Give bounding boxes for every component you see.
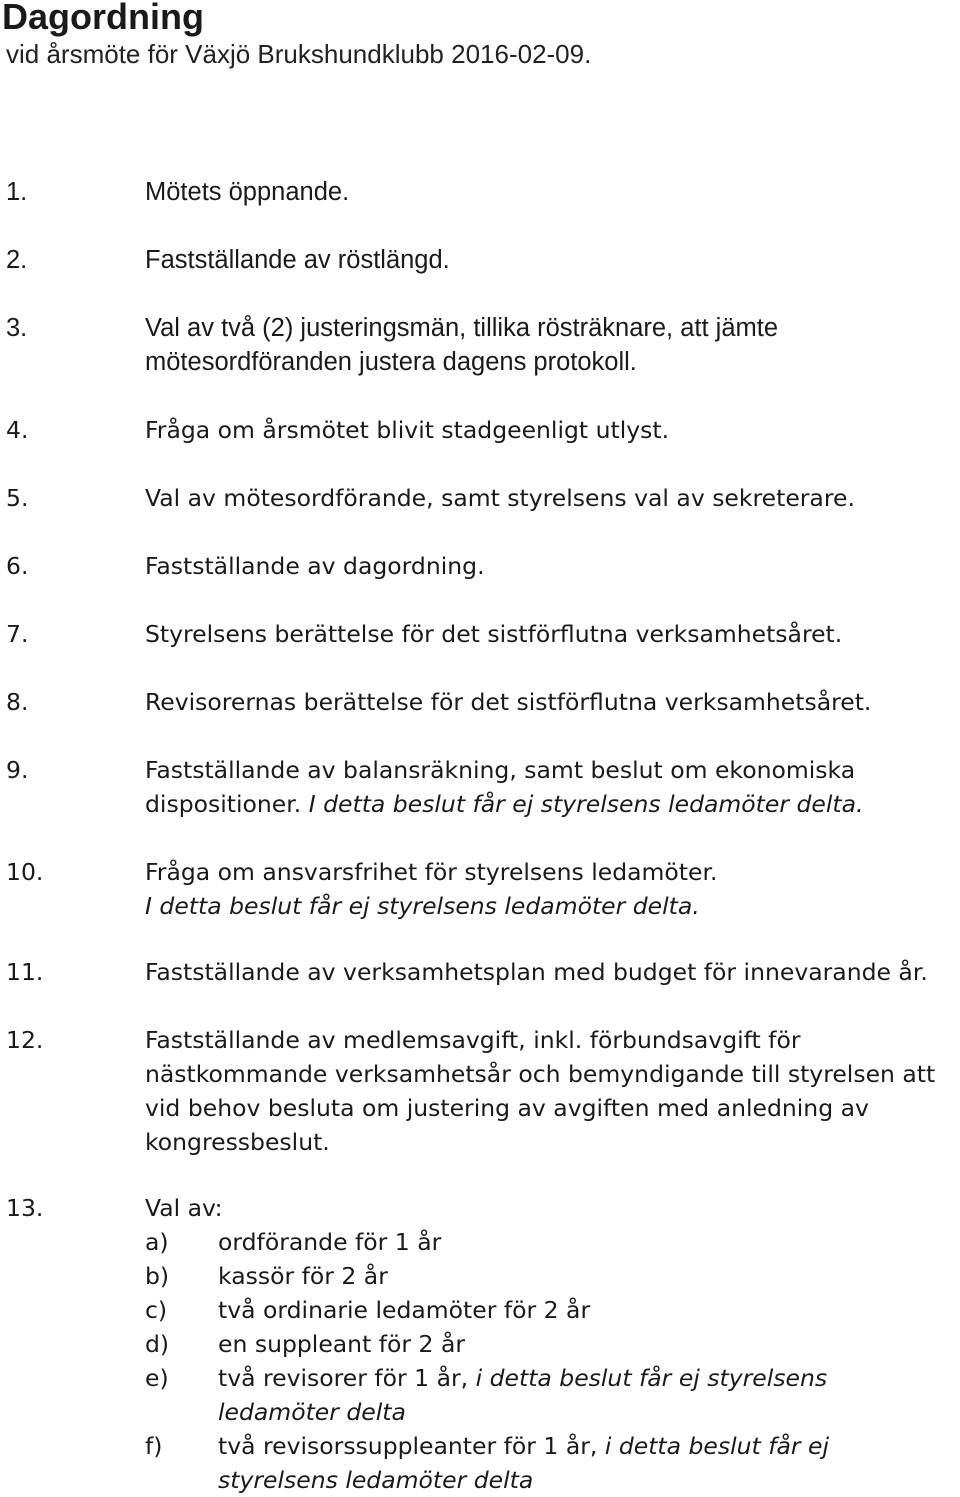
item-text: Fastställande av röstlängd. — [145, 246, 450, 274]
election-text — [218, 1361, 827, 1395]
item-text: Fastställande av medlemsavgift, inkl. förbundsavgift för — [145, 1026, 801, 1054]
item-number: 1. — [6, 178, 28, 206]
item-text: Revisorernas berättelse för det sistförflutna verksamhetsåret. — [145, 688, 872, 716]
election-text — [218, 1429, 829, 1463]
election-note-italic: ledamöter delta — [218, 1398, 406, 1426]
election-letter: e) — [145, 1364, 169, 1392]
election-text-plain: två revisorer för 1 år, — [218, 1364, 469, 1392]
item-text: vid behov besluta om justering av avgiften med anledning av — [145, 1094, 869, 1122]
item-note-italic: I detta beslut får ej styrelsens ledamöter delta. — [308, 790, 864, 818]
item-number: 10. — [6, 858, 44, 886]
item-number: 6. — [6, 552, 29, 580]
item-number: 7. — [6, 620, 29, 648]
item-text: Fråga om årsmötet blivit stadgeenligt utlyst. — [145, 416, 670, 444]
item-number: 8. — [6, 688, 29, 716]
election-text: en suppleant för 2 år — [218, 1330, 466, 1358]
page-title: Dagordning — [2, 0, 204, 37]
item-text: Fastställande av balansräkning, samt beslut om ekonomiska — [145, 756, 856, 784]
page-subtitle: vid årsmöte för Växjö Brukshundklubb 2016-02-09. — [6, 39, 592, 69]
item-text-plain: dispositioner. — [145, 790, 302, 818]
item-text: nästkommande verksamhetsår och bemyndigande till styrelsen att — [145, 1060, 936, 1088]
item-text: Val av: — [145, 1194, 223, 1222]
item-number: 11. — [6, 958, 44, 986]
election-letter: a) — [145, 1228, 169, 1256]
item-number: 4. — [6, 416, 29, 444]
item-number: 12. — [6, 1026, 44, 1054]
item-text: Styrelsens berättelse för det sistförflutna verksamhetsåret. — [145, 620, 843, 648]
election-text-plain: två revisorssuppleanter för 1 år, — [218, 1432, 598, 1460]
item-text: Fastställande av verksamhetsplan med budget för innevarande år. — [145, 958, 928, 986]
item-text: Val av mötesordförande, samt styrelsens val av sekreterare. — [145, 484, 855, 512]
election-note-italic: styrelsens ledamöter delta — [218, 1466, 534, 1494]
election-letter: b) — [145, 1262, 170, 1290]
item-number: 13. — [6, 1194, 44, 1222]
item-number: 9. — [6, 756, 29, 784]
election-note-italic: i detta beslut får ej styrelsens — [475, 1364, 828, 1392]
item-number: 3. — [6, 314, 28, 342]
election-note-italic: i detta beslut får ej — [604, 1432, 830, 1460]
election-letter: f) — [145, 1432, 163, 1460]
item-text: Fastställande av dagordning. — [145, 552, 485, 580]
election-letter: c) — [145, 1296, 168, 1324]
election-letter: d) — [145, 1330, 170, 1358]
item-number: 2. — [6, 246, 28, 274]
item-text: kongressbeslut. — [145, 1128, 330, 1156]
item-text: Mötets öppnande. — [145, 178, 350, 206]
item-text: Fråga om ansvarsfrihet för styrelsens ledamöter. — [145, 858, 718, 886]
election-text: två ordinarie ledamöter för 2 år — [218, 1296, 591, 1324]
item-text: mötesordföranden justera dagens protokoll. — [145, 348, 637, 376]
item-number: 5. — [6, 484, 29, 512]
item-text: Val av två (2) justeringsmän, tillika rösträknare, att jämte — [145, 314, 779, 342]
election-text: ordförande för 1 år — [218, 1228, 442, 1256]
election-text: kassör för 2 år — [218, 1262, 388, 1290]
item-note-italic: I detta beslut får ej styrelsens ledamöter delta. — [145, 892, 700, 920]
item-text — [145, 787, 863, 821]
